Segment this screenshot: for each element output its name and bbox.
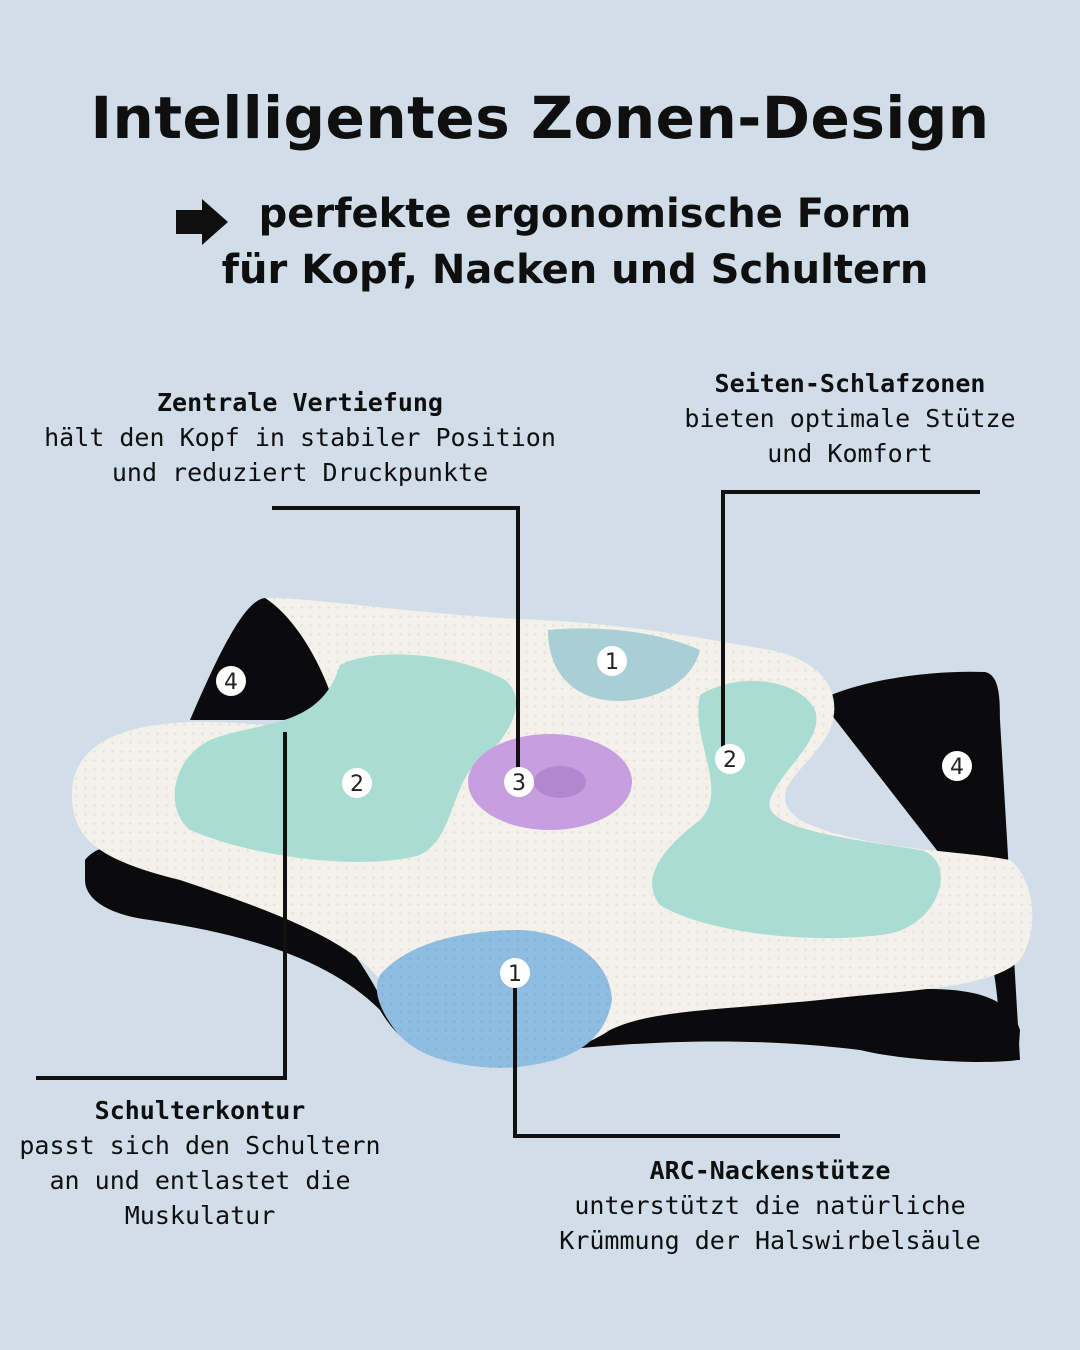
badge-front-neck bbox=[500, 958, 530, 988]
subtitle-line-1: perfekte ergonomische Form bbox=[258, 191, 912, 237]
callout-line: an und entlastet die bbox=[49, 1166, 351, 1195]
svg-text:1: 1 bbox=[605, 650, 619, 675]
callout-line: passt sich den Schultern bbox=[19, 1131, 381, 1160]
callout-heading: ARC-Nackenstütze bbox=[649, 1156, 891, 1185]
badge-left-shoulder bbox=[216, 666, 246, 696]
callout-side-zones bbox=[670, 366, 1030, 471]
callout-line: und reduziert Druckpunkte bbox=[111, 458, 489, 487]
badge-right-shoulder bbox=[942, 751, 972, 781]
badge-right-side bbox=[715, 744, 745, 774]
callout-heading: Schulterkontur bbox=[94, 1096, 306, 1125]
callout-line: und Komfort bbox=[767, 439, 933, 468]
badge-top-neck bbox=[597, 646, 627, 676]
badge-center bbox=[504, 767, 534, 797]
callout-line: Krümmung der Halswirbelsäule bbox=[559, 1226, 981, 1255]
svg-text:3: 3 bbox=[512, 771, 526, 796]
svg-text:4: 4 bbox=[950, 755, 964, 780]
callout-neck-support bbox=[550, 1153, 990, 1258]
callout-heading: Zentrale Vertiefung bbox=[157, 388, 443, 417]
callout-shoulder-contour bbox=[10, 1093, 390, 1233]
callout-heading: Seiten-Schlafzonen bbox=[714, 369, 986, 398]
svg-text:2: 2 bbox=[723, 748, 737, 773]
callout-line: unterstützt die natürliche bbox=[574, 1191, 966, 1220]
callout-line: bieten optimale Stütze bbox=[684, 404, 1016, 433]
page-title: Intelligentes Zonen-Design bbox=[90, 84, 990, 152]
center-hollow bbox=[534, 766, 586, 798]
svg-text:4: 4 bbox=[224, 670, 238, 695]
svg-text:2: 2 bbox=[350, 772, 364, 797]
callout-line: hält den Kopf in stabiler Position bbox=[44, 423, 556, 452]
callout-line: Muskulatur bbox=[124, 1201, 276, 1230]
subtitle-line-2: für Kopf, Nacken und Schultern bbox=[221, 247, 929, 293]
callout-center-hollow bbox=[30, 385, 570, 490]
badge-left-side bbox=[342, 768, 372, 798]
svg-text:1: 1 bbox=[508, 962, 522, 987]
